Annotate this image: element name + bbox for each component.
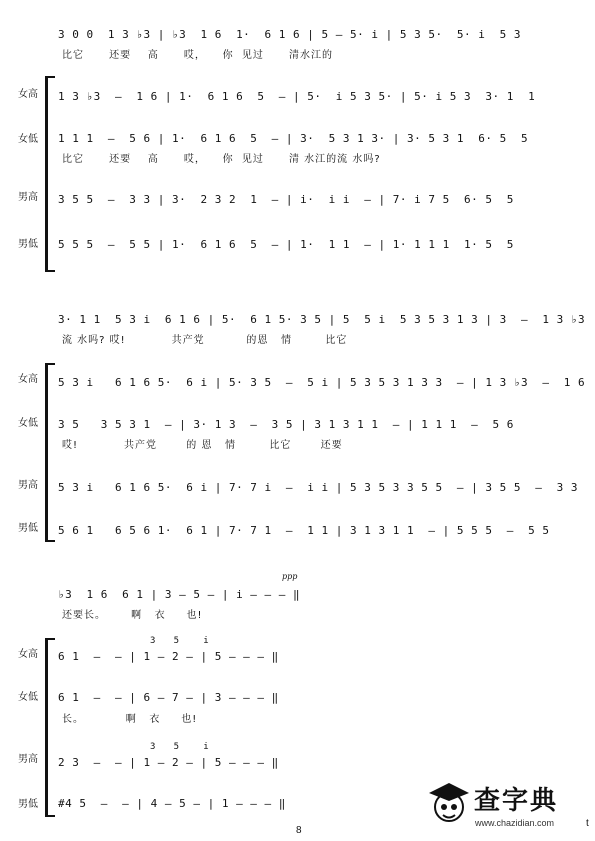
voice-label: 女高 (18, 89, 38, 100)
tenor-notes: 3 5 5 — 3 3 | 3· 2 3 2 1 — | i· i i — | 7· i 7 5 6· 5 5 (58, 193, 514, 206)
voice-label: 女低 (18, 134, 38, 145)
tenor-notes: 5 3 i 6 1 6 5· 6 i | 7· 7 i — i i | 5 3 5 3 3 5 5 — | 3 5 5 — 3 3 (58, 481, 578, 494)
voice-label: 男高 (18, 192, 38, 203)
soprano-notes: 1 3 ♭3 — 1 6 | 1· 6 1 6 5 — | 5· i 5 3 5· | 5· i 5 3 3· 1 1 (58, 90, 536, 103)
voice-label: 男高 (18, 754, 38, 765)
voice-label: 女高 (18, 649, 38, 660)
tenor-upper-notes: 3 5 i (150, 742, 210, 752)
scholar-icon (425, 775, 473, 835)
voice-label: 女低 (18, 692, 38, 703)
bass-notes: #4 5 — — | 4 — 5 — | 1 — — — ‖ (58, 797, 286, 810)
bass-notes: 5 5 5 — 5 5 | 1· 6 1 6 5 — | 1· 1 1 — | 1· 1 1 1 1· 5 5 (58, 238, 514, 251)
lead-notes: 3· 1 1 5 3 i 6 1 6 | 5· 6 1 5· 3 5 | 5 5 i 5 3 5 3 1 3 | 3 — 1 3 ♭3 (58, 313, 586, 326)
lead-lyrics: 比它 还要 高 哎， 你 见过 清水江的 (62, 50, 334, 61)
soprano-upper-notes: 3 5 i (150, 636, 210, 646)
corner-mark: t (586, 818, 589, 829)
voice-label: 女低 (18, 418, 38, 429)
voice-label: 男低 (18, 799, 38, 810)
alto-lyrics: 长。 啊 衣 也! (62, 714, 198, 725)
alto-notes: 1 1 1 — 5 6 | 1· 6 1 6 5 — | 3· 5 3 1 3· | 3· 5 3 1 6· 5 5 (58, 132, 529, 145)
system-bracket (45, 640, 48, 815)
alto-lyrics: 比它 还要 高 哎， 你 见过 清 水江的流 水吗? (62, 154, 381, 165)
soprano-notes: 5 3 i 6 1 6 5· 6 i | 5· 3 5 — 5 i | 5 3 5 3 1 3 3 — | 1 3 ♭3 — 1 6 (58, 376, 586, 389)
alto-lyrics: 哎! 共产党 的 恩 情 比它 还要 (62, 440, 343, 451)
lead-notes: ♭3 1 6 6 1 | 3 — 5 — | i — — — ‖ (58, 588, 301, 601)
voice-label: 男低 (18, 239, 38, 250)
dynamic-marking: ppp (282, 572, 298, 581)
soprano-notes: 6 1 — — | 1 — 2 — | 5 — — — ‖ (58, 650, 279, 663)
bass-notes: 5 6 1 6 5 6 1· 6 1 | 7· 7 1 — 1 1 | 3 1 3 1 1 — | 5 5 5 — 5 5 (58, 524, 550, 537)
logo-text: 查字典 (474, 786, 559, 816)
tenor-notes: 2 3 — — | 1 — 2 — | 5 — — — ‖ (58, 756, 279, 769)
lead-lyrics: 流 水吗? 哎! 共产党 的恩 情 比它 (62, 335, 348, 346)
logo-url[interactable]: www.chazidian.com (475, 818, 555, 828)
lead-notes: 3 0 0 1 3 ♭3 | ♭3 1 6 1· 6 1 6 | 5 — 5· i | 5 3 5· 5· i 5 3 (58, 28, 521, 41)
alto-notes: 6 1 — — | 6 — 7 — | 3 — — — ‖ (58, 691, 279, 704)
system-bracket (45, 78, 48, 270)
voice-label: 男低 (18, 523, 38, 534)
voice-label: 男高 (18, 480, 38, 491)
lead-lyrics: 还要长。 啊 衣 也! (62, 610, 203, 621)
page-number: 8 (296, 825, 302, 836)
system-bracket (45, 365, 48, 540)
alto-notes: 3 5 3 5 3 1 — | 3· 1 3 — 3 5 | 3 1 3 1 1 — | 1 1 1 — 5 6 (58, 418, 514, 431)
voice-label: 女高 (18, 374, 38, 385)
